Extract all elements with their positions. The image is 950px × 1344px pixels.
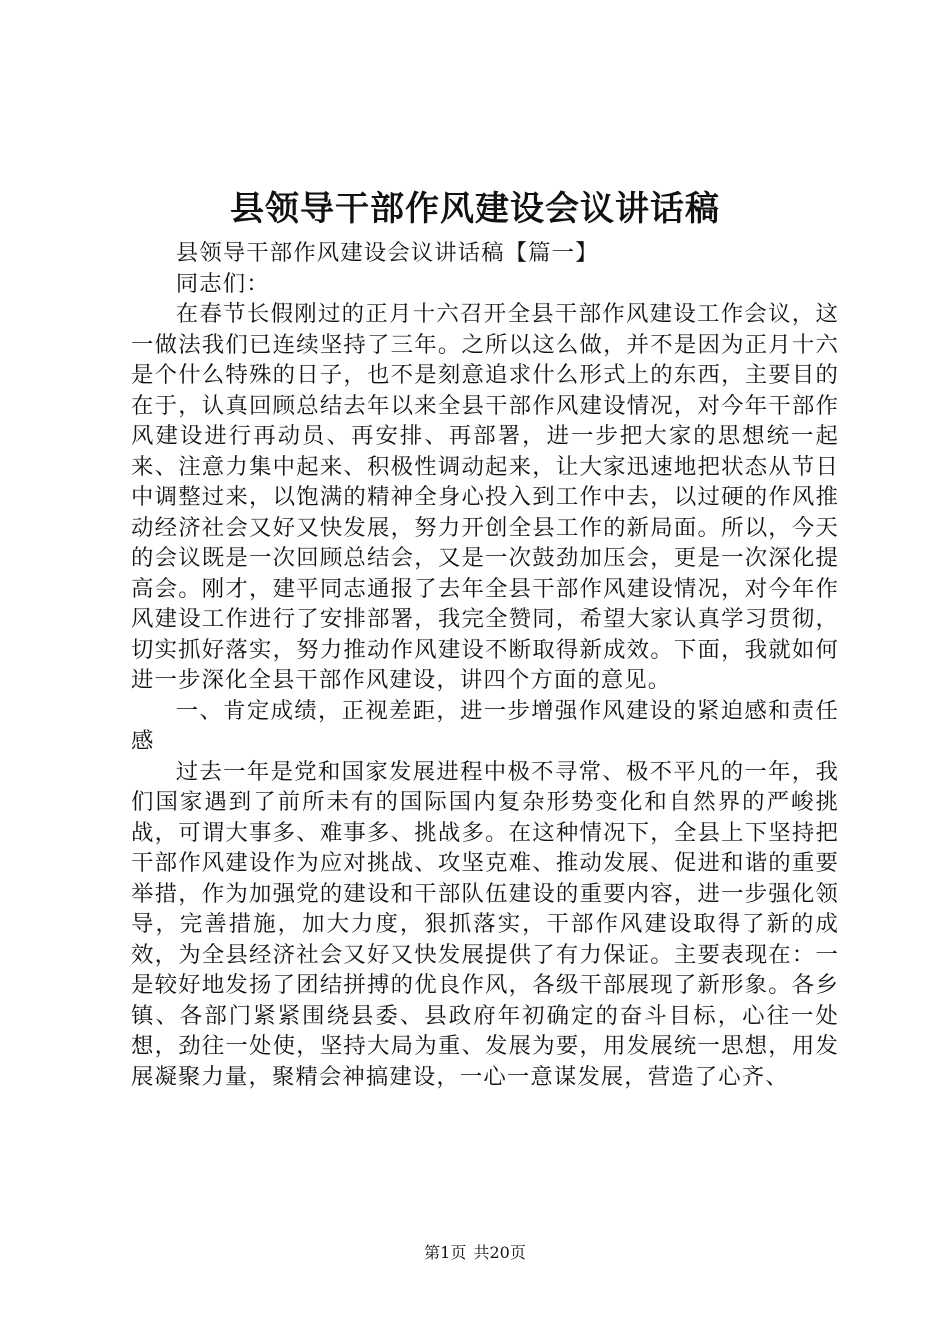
total-pages: 共20页 bbox=[473, 1243, 526, 1262]
salutation: 同志们： bbox=[175, 270, 270, 297]
page-footer bbox=[0, 1242, 950, 1264]
paragraph-intro: 在春节长假刚过的正月十六召开全县干部作风建设工作会议，这一做法我们已连续坚持了三年。之所以这么做，并不是因为正月十六是个什么特殊的日子，也不是刻意追求什么形式上的东西，主要目的在于，认真回顾总结去年以来全县干部作风建设情况，对今年干部作风建设进行再动员、再安排、再部署，进一步把大家的思想统一起来、注意力集中起来、积极性调动起来，让大家迅速地把状态从节日中调整过来，以饱满的精神全身心投入到工作中去，以过硬的作风推动经济社会又好又快发展，努力开创全县工作的新局面。所以，今天的会议既是一次回顾总结会，又是一次鼓劲加压会，更是一次深化提高会。刚才，建平同志通报了去年全县干部作风建设情况，对今年作风建设工作进行了安排部署，我完全赞同，希望大家认真学习贯彻，切实抓好落实，努力推动作风建设不断取得新成效。下面，我就如何进一步深化全县干部作风建设，讲四个方面的意见。 bbox=[131, 301, 839, 693]
document-body bbox=[131, 238, 839, 1092]
section-heading-part-one: 县领导干部作风建设会议讲话稿【篇一】 bbox=[175, 240, 599, 266]
paragraph-achievements: 过去一年是党和国家发展进程中极不寻常、极不平凡的一年，我们国家遇到了前所未有的国际国内复杂形势变化和自然界的严峻挑战，可谓大事多、难事多、挑战多。在这种情况下，全县上下坚持把干部作风建设作为应对挑战、攻坚克难、推动发展、促进和谐的重要举措，作为加强党的建设和干部队伍建设的重要内容，进一步强化领导，完善措施，加大力度，狠抓落实，干部作风建设取得了新的成效，为全县经济社会又好又快发展提供了有力保证。主要表现在：一是较好地发扬了团结拼搏的优良作风，各级干部展现了新形象。各乡镇、各部门紧紧围绕县委、县政府年初确定的奋斗目标，心往一处想，劲往一处使，坚持大局为重、发展为要，用发展统一思想，用发展凝聚力量，聚精会神搞建设，一心一意谋发展，营造了心齐、 bbox=[131, 758, 839, 1090]
section-heading-one: 一、肯定成绩，正视差距，进一步增强作风建设的紧迫感和责任感 bbox=[131, 697, 839, 754]
page-number: 第1页 bbox=[424, 1243, 467, 1262]
document-title: 县领导干部作风建设会议讲话稿 bbox=[230, 189, 720, 229]
